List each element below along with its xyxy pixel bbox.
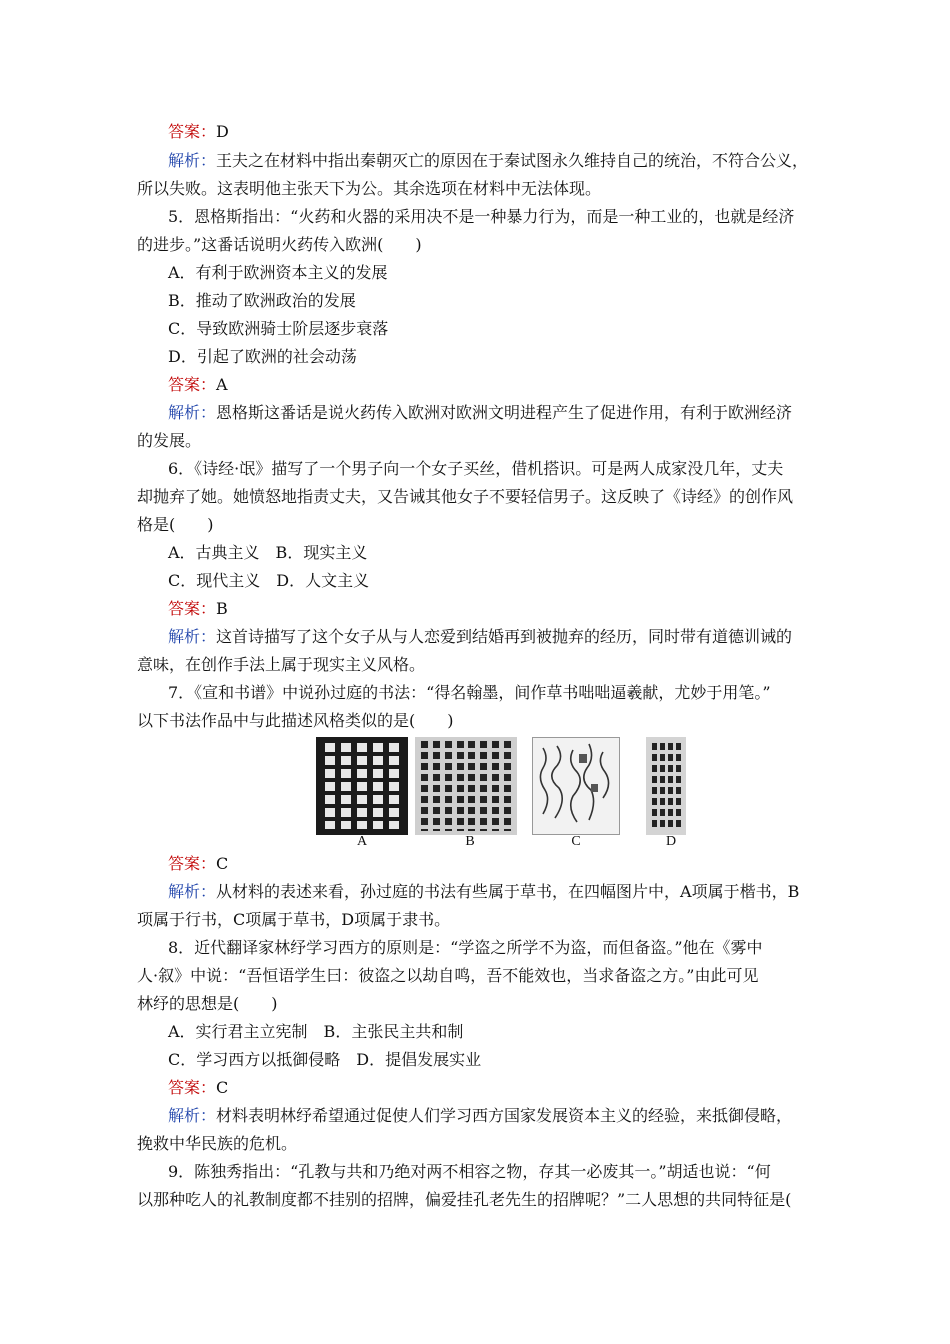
explanation-text: 恩格斯这番话是说火药传入欧洲对欧洲文明进程产生了促进作用，有利于欧洲经济 bbox=[216, 403, 793, 422]
explanation-text: 材料表明林纾希望通过促使人们学习西方国家发展资本主义的经验，来抵御侵略， bbox=[216, 1106, 793, 1125]
explanation-label: 解析： bbox=[168, 151, 217, 170]
answer-value: D bbox=[216, 122, 229, 141]
explanation-line: 项属于行书，C项属于草书，D项属于隶书。 bbox=[137, 910, 451, 929]
question-5-stem: 的进步。”这番话说明火药传入欧洲( ) bbox=[137, 235, 422, 254]
question-7-stem: 以下书法作品中与此描述风格类似的是( ) bbox=[137, 711, 454, 730]
answer-label: 答案： bbox=[168, 1078, 217, 1097]
question-9-stem: 以那种吃人的礼教制度都不挂别的招牌，偏爱挂孔老先生的招牌呢？”二人思想的共同特征是( bbox=[137, 1190, 792, 1209]
answer-label: 答案： bbox=[168, 854, 217, 873]
option-c: C．导致欧洲骑士阶层逐步衰落 bbox=[168, 319, 389, 338]
options-row: C．学习西方以抵御侵略 D．提倡发展实业 bbox=[168, 1050, 482, 1069]
explanation-line bbox=[168, 1102, 858, 1130]
options-row: A．古典主义 B．现实主义 bbox=[168, 543, 368, 562]
explanation-line bbox=[168, 878, 858, 906]
answer-label: 答案： bbox=[168, 599, 217, 618]
explanation-label: 解析： bbox=[168, 1106, 217, 1125]
explanation-line bbox=[168, 623, 858, 651]
question-6-stem: 格是( ) bbox=[137, 515, 214, 534]
explanation-line bbox=[168, 147, 827, 175]
option-d: D．引起了欧洲的社会动荡 bbox=[168, 347, 357, 366]
figure-label-b: B bbox=[465, 834, 475, 849]
explanation-line: 挽救中华民族的危机。 bbox=[137, 1134, 298, 1153]
calligraphy-figures bbox=[316, 737, 686, 835]
question-9-stem: 9．陈独秀指出：“孔教与共和乃绝对两不相容之物，存其一必废其一。”胡适也说：“何 bbox=[168, 1162, 771, 1181]
options-row: A．实行君主立宪制 B．主张民主共和制 bbox=[168, 1022, 464, 1041]
question-6-stem: 却抛弃了她。她愤怒地指责丈夫，又告诫其他女子不要轻信男子。这反映了《诗经》的创作风 bbox=[137, 487, 794, 506]
options-row: C．现代主义 D．人文主义 bbox=[168, 571, 370, 590]
question-8-stem: 8．近代翻译家林纾学习西方的原则是：“学盗之所学不为盗，而但备盗。”他在《雾中 bbox=[168, 938, 763, 957]
explanation-line bbox=[168, 399, 858, 427]
question-8-stem: 人·叙》中说：“吾恒语学生曰：彼盗之以劫自鸣，吾不能效也，当求备盗之方。”由此可见 bbox=[137, 966, 759, 985]
answer-value: B bbox=[216, 599, 228, 618]
answer-label: 答案： bbox=[168, 375, 217, 394]
answer-line bbox=[168, 118, 858, 146]
answer-label: 答案： bbox=[168, 122, 217, 141]
figure-label-d: D bbox=[665, 834, 677, 849]
answer-line bbox=[168, 850, 858, 878]
option-b: B．推动了欧洲政治的发展 bbox=[168, 291, 356, 310]
explanation-text: 从材料的表述来看，孙过庭的书法有些属于草书，在四幅图片中，A项属于楷书，B bbox=[216, 882, 800, 901]
explanation-label: 解析： bbox=[168, 882, 217, 901]
answer-line bbox=[168, 1074, 858, 1102]
figure-label-a: A bbox=[356, 834, 368, 849]
calligraphy-image-c bbox=[532, 737, 620, 835]
question-5-stem: 5．恩格斯指出：“火药和火器的采用决不是一种暴力行为，而是一种工业的，也就是经济 bbox=[168, 207, 795, 226]
option-a: A．有利于欧洲资本主义的发展 bbox=[168, 263, 388, 282]
answer-line bbox=[168, 371, 858, 399]
answer-value: A bbox=[216, 375, 228, 394]
question-7-stem: 7．《宣和书谱》中说孙过庭的书法：“得名翰墨，间作草书咄咄逼羲献，尤妙于用笔。” bbox=[168, 683, 771, 702]
answer-value: C bbox=[216, 1078, 229, 1097]
figure-label-c: C bbox=[571, 834, 581, 849]
explanation-label: 解析： bbox=[168, 403, 217, 422]
explanation-text: 这首诗描写了这个女子从与人恋爱到结婚再到被抛弃的经历，同时带有道德训诫的 bbox=[216, 627, 793, 646]
explanation-line: 意味，在创作手法上属于现实主义风格。 bbox=[137, 655, 426, 674]
calligraphy-image-b bbox=[415, 737, 517, 835]
explanation-label: 解析： bbox=[168, 627, 217, 646]
calligraphy-image-a bbox=[316, 737, 408, 835]
explanation-text: 王夫之在材料中指出秦朝灭亡的原因在于秦试图永久维持自己的统治，不符合公义， bbox=[216, 151, 809, 170]
question-8-stem: 林纾的思想是( ) bbox=[137, 994, 278, 1013]
answer-line bbox=[168, 595, 858, 623]
answer-value: C bbox=[216, 854, 229, 873]
explanation-line: 所以失败。这表明他主张天下为公。其余选项在材料中无法体现。 bbox=[137, 179, 602, 198]
explanation-line: 的发展。 bbox=[137, 431, 202, 450]
calligraphy-image-d bbox=[646, 737, 686, 835]
question-6-stem: 6．《诗经·氓》描写了一个男子向一个女子买丝，借机搭识。可是两人成家没几年，丈夫 bbox=[168, 459, 784, 478]
